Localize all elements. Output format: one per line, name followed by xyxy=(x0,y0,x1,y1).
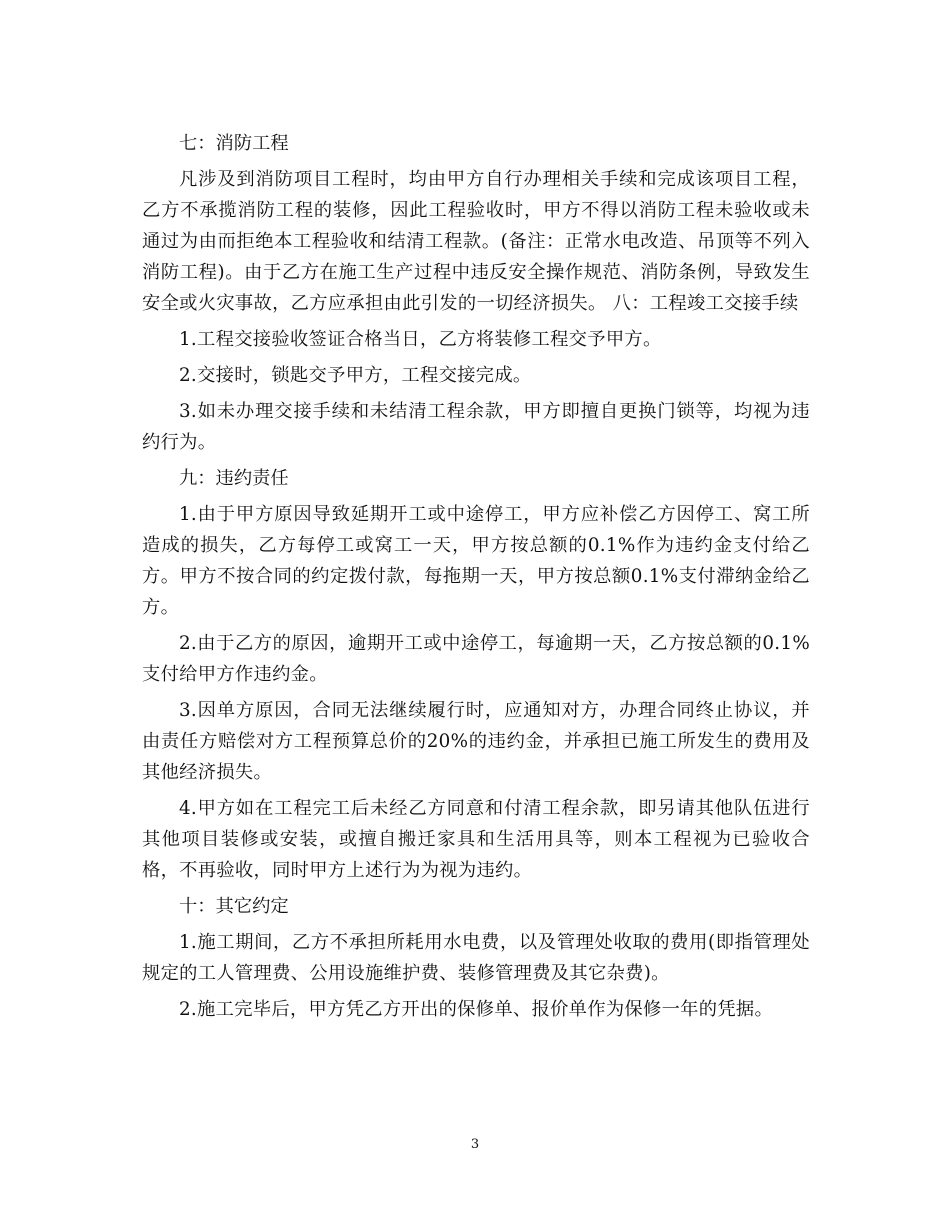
paragraph-breach-4: 4.甲方如在工程完工后未经乙方同意和付清工程余款，即另请其他队伍进行其他项目装修或安装，或擅自搬迁家具和生活用具等，则本工程视为已验收合格，不再验收，同时甲方上述行为为视为违约。 xyxy=(142,798,810,881)
paragraph-fire-engineering: 凡涉及到消防项目工程时，均由甲方自行办理相关手续和完成该项目工程，乙方不承揽消防工程的装修，因此工程验收时，甲方不得以消防工程未验收或未通过为由而拒绝本工程验收和结清工程款。(备注：正常水电改造、吊顶等不列入消防工程)。由于乙方在施工生产过程中违反安全操作规范、消防条例，导致发生安全或火灾事故，乙方应承担由此引发的一切经济损失。 八：工程竣工交接手续 xyxy=(142,169,810,314)
paragraph-breach-3: 3.因单方原因，合同无法继续履行时，应通知对方，办理合同终止协议，并由责任方赔偿对方工程预算总价的20%的违约金，并承担已施工所发生的费用及其他经济损失。 xyxy=(142,700,810,783)
paragraph-handover-2: 2.交接时，锁匙交予甲方，工程交接完成。 xyxy=(179,365,532,386)
paragraph-breach-1: 1.由于甲方原因导致延期开工或中途停工，甲方应补偿乙方因停工、窝工所造成的损失，乙方每停工或窝工一天，甲方按总额的0.1%作为违约金支付给乙方。甲方不按合同的约定拨付款，每拖期一天，甲方按总额0.1%支付滞纳金给乙方。 xyxy=(142,504,810,618)
section-heading-other-agreements: 十：其它约定 xyxy=(179,896,289,917)
paragraph-other-2: 2.施工完毕后，甲方凭乙方开出的保修单、报价单作为保修一年的凭据。 xyxy=(179,999,774,1020)
paragraph-handover-1: 1.工程交接验收签证合格当日，乙方将装修工程交予甲方。 xyxy=(179,329,662,350)
paragraph-other-1: 1.施工期间，乙方不承担所耗用水电费，以及管理处收取的费用(即指管理处规定的工人管理费、公用设施维护费、装修管理费及其它杂费)。 xyxy=(142,932,810,984)
paragraph-handover-3: 3.如未办理交接手续和未结清工程余款，甲方即擅自更换门锁等，均视为违约行为。 xyxy=(142,401,810,453)
page-number: 3 xyxy=(470,1137,480,1152)
section-heading-fire-engineering: 七：消防工程 xyxy=(179,133,289,154)
document-page xyxy=(142,128,810,1030)
paragraph-breach-2: 2.由于乙方的原因，逾期开工或中途停工，每逾期一天，乙方按总额的0.1%支付给甲方作违约金。 xyxy=(142,633,810,685)
section-heading-breach-liability: 九：违约责任 xyxy=(179,468,289,489)
